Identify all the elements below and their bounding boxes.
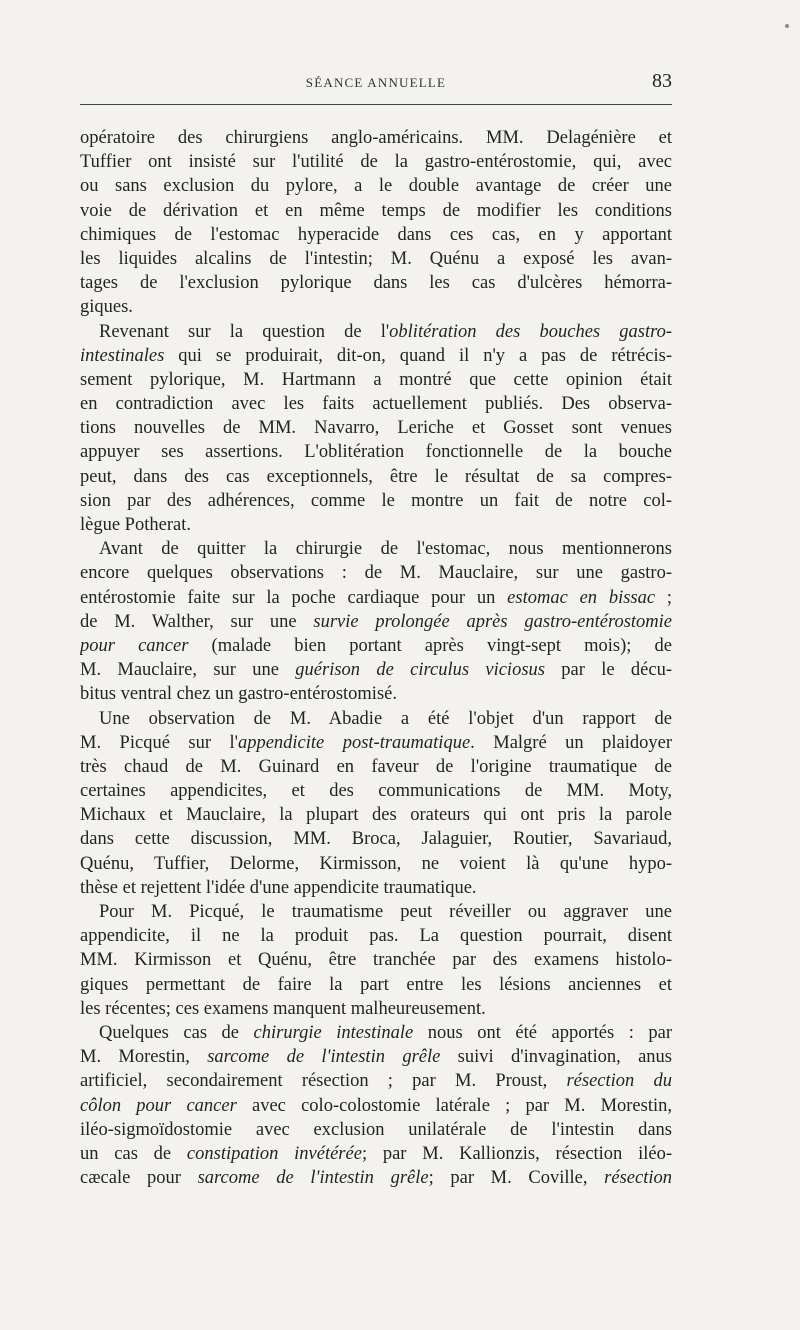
text-line: ou sans exclusion du pylore, a le double avantage de créer une [80,176,672,197]
text-line: les liquides alcalins de l'intestin; M. Quénu a exposé les avan- [80,248,672,269]
text-line: thèse et rejettent l'idée d'une appendicite traumatique. [80,877,477,898]
text-line: Quénu, Tuffier, Delorme, Kirmisson, ne voient là qu'une hypo- [80,853,672,874]
text-line: peut, dans des cas exceptionnels, être le résultat de sa compres- [80,466,672,487]
text-line: voie de dérivation et en même temps de modifier les conditions [80,200,672,221]
page-speck [785,24,789,28]
text-line: pour cancer (malade bien portant après vingt-sept mois); de [80,635,672,656]
text-line: intestinales qui se produirait, dit-on, quand il n'y a pas de rétrécis- [80,345,672,366]
text-line: dans cette discussion, MM. Broca, Jalaguier, Routier, Savariaud, [80,829,672,850]
text-line: sement pylorique, M. Hartmann a montré que cette opinion était [80,369,672,390]
text-line: artificiel, secondairement résection ; par M. Proust, résection du [80,1071,672,1092]
text-line: lègue Potherat. [80,515,191,535]
text-line: de M. Walther, sur une survie prolongée après gastro-entérostomie [80,611,672,632]
text-line: cæcale pour sarcome de l'intestin grêle; par M. Coville, résection [80,1168,672,1189]
text-line: opératoire des chirurgiens anglo-américains. MM. Delagénière et [80,128,672,148]
text-line: Tuffier ont insisté sur l'utilité de la gastro-entérostomie, qui, avec [80,152,672,173]
text-line: Michaux et Mauclaire, la plupart des orateurs qui ont pris la parole [80,805,672,826]
header-rule [80,104,672,105]
text-line: MM. Kirmisson et Quénu, être tranchée par des examens histolo- [80,950,672,971]
text-line: bitus ventral chez un gastro-entérostomisé. [80,684,397,705]
text-line: un cas de constipation invétérée; par M. Kallionzis, résection iléo- [80,1143,672,1164]
running-title: SÉANCE ANNUELLE [305,75,447,90]
text-line: M. Morestin, sarcome de l'intestin grêle suivi d'invagination, anus [80,1047,672,1068]
text-line: appendicite, il ne la produit pas. La question pourrait, disent [80,926,672,947]
text-line: tages de l'exclusion pylorique dans les cas d'ulcères hémorra- [80,273,672,294]
text-line: chimiques de l'estomac hyperacide dans ces cas, en y apportant [80,224,672,245]
text-line: Pour M. Picqué, le traumatisme peut réveiller ou aggraver une [99,902,672,922]
text-line: Quelques cas de chirurgie intestinale nous ont été apportés : par [99,1022,672,1043]
body-text [80,126,672,1190]
text-line: tions nouvelles de MM. Navarro, Leriche et Gosset sont venues [80,418,672,439]
text-line: entérostomie faite sur la poche cardiaque pour un estomac en bissac ; [80,587,672,608]
text-line: encore quelques observations : de M. Mauclaire, sur une gastro- [80,563,672,584]
running-head [80,70,672,100]
text-line: Avant de quitter la chirurgie de l'estomac, nous mentionnerons [99,539,672,560]
text-line: sion par des adhérences, comme le montre un fait de notre col- [80,490,672,511]
text-line: très chaud de M. Guinard en faveur de l'origine traumatique de [80,756,672,777]
text-line: appuyer ses assertions. L'oblitération fonctionnelle de la bouche [80,442,672,463]
text-line: côlon pour cancer avec colo-colostomie latérale ; par M. Morestin, [80,1095,672,1116]
text-line: M. Picqué sur l'appendicite post-traumatique. Malgré un plaidoyer [80,732,672,753]
text-line: Une observation de M. Abadie a été l'objet d'un rapport de [99,708,672,729]
text-line: Revenant sur la question de l'oblitération des bouches gastro- [99,321,672,342]
page-number: 83 [652,70,672,92]
text-line: M. Mauclaire, sur une guérison de circulus viciosus par le décu- [80,660,672,681]
text-line: en contradiction avec les faits actuellement publiés. Des observa- [80,394,672,415]
text-line: certaines appendicites, et des communications de MM. Moty, [80,781,672,802]
text-line: giques. [80,297,133,318]
text-line: les récentes; ces examens manquent malheureusement. [80,998,486,1019]
text-line: iléo-sigmoïdostomie avec exclusion unilatérale de l'intestin dans [80,1119,672,1140]
text-line: giques permettant de faire la part entre les lésions anciennes et [80,974,672,995]
